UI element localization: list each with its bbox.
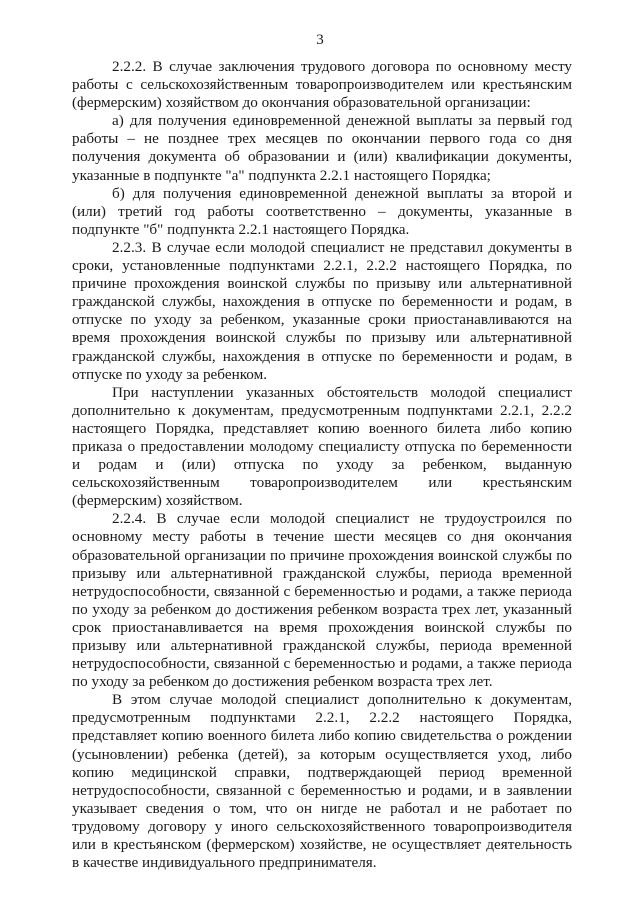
clause-2-2-2: 2.2.2. В случае заключения трудового договора по основному месту работы с сельскохозяйственным товаропроизводителем или крестьянским (фермерским) хозяйством до окончания образовательной организации: [72,58,572,112]
page-number: 3 [316,32,324,48]
clause-2-2-2-b: б) для получения единовременной денежной выплаты за второй и (или) третий год работы соответственно – документы, указанные в подпункте "б" подпункта 2.2.1 настоящего Порядка. [72,184,572,238]
clause-2-2-4: 2.2.4. В случае если молодой специалист не трудоустроился по основному месту работы в течение шести месяцев со дня окончания образовательной организации по причине прохождения воинской службы по призыву или альтернативной гражданской службы, периода временной нетрудоспособности, связанной с беременностью и родами, а также периода по уходу за ребенком до достижения ребенком возраста трех лет, указанный срок приостанавливается на время прохождения воинской службы по призыву или альтернативной гражданской службы, периода временной нетрудоспособности, связанной с беременностью и родами, а также периода по уходу за ребенком до достижения ребенком возраста трех лет. [72,510,572,691]
document-body [72,58,572,872]
clause-2-2-2-a: а) для получения единовременной денежной выплаты за первый год работы – не позднее трех месяцев по окончании первого года со дня получения документа об образовании и (или) квалификации документы, указанные в подпункте "а" подпункта 2.2.1 настоящего Порядка; [72,112,572,184]
clause-2-2-4-continuation: В этом случае молодой специалист дополнительно к документам, предусмотренным подпунктами 2.2.1, 2.2.2 настоящего Порядка, представляет копию военного билета либо копию свидетельства о рождении (усыновлении) ребенка (детей), за которым осуществляется уход, либо копию медицинской справки, подтверждающей период временной нетрудоспособности, связанной с беременностью и родами, и в заявлении указывает сведения о том, что он нигде не работал и не работает по трудовому договору у иного сельскохозяйственного товаропроизводителя или в крестьянском (фермерском) хозяйстве, не осуществляет деятельность в качестве индивидуального предпринимателя. [72,691,572,872]
clause-2-2-3: 2.2.3. В случае если молодой специалист не представил документы в сроки, установленные подпунктами 2.2.1, 2.2.2 настоящего Порядка, по причине прохождения воинской службы по призыву или альтернативной гражданской службы, нахождения в отпуске по беременности и родам, в отпуске по уходу за ребенком, указанные сроки приостанавливаются на время прохождения воинской службы по призыву или альтернативной гражданской службы, нахождения в отпуске по беременности и родам, в отпуске по уходу за ребенком. [72,238,572,383]
clause-2-2-3-continuation: При наступлении указанных обстоятельств молодой специалист дополнительно к документам, предусмотренным подпунктами 2.2.1, 2.2.2 настоящего Порядка, представляет копию военного билета либо копию приказа о предоставлении молодому специалисту отпуска по беременности и родам и (или) отпуска по уходу за ребенком, выданную сельскохозяйственным товаропроизводителем или крестьянским (фермерским) хозяйством. [72,383,572,510]
